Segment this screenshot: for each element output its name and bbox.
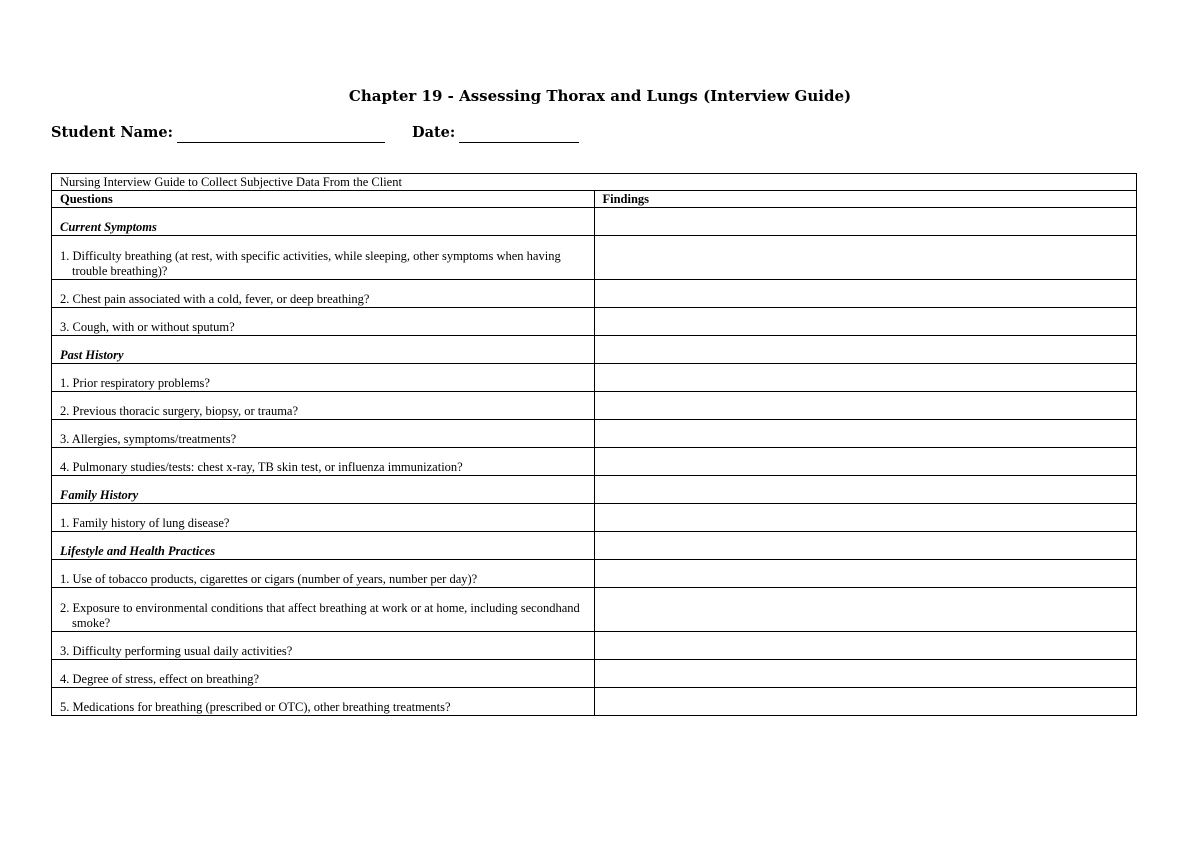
section-heading: Family History bbox=[52, 476, 595, 504]
table-caption-row bbox=[52, 174, 1137, 191]
table-row bbox=[52, 392, 1137, 420]
question-cell bbox=[52, 560, 595, 588]
question-cell bbox=[52, 236, 595, 280]
question-cell bbox=[52, 364, 595, 392]
question-cell bbox=[52, 660, 595, 688]
section-row-current-symptoms bbox=[52, 208, 1137, 236]
section-heading: Lifestyle and Health Practices bbox=[52, 532, 595, 560]
findings-cell[interactable] bbox=[594, 280, 1137, 308]
question-text: 3. Allergies, symptoms/treatments? bbox=[60, 432, 237, 446]
table-header-row bbox=[52, 191, 1137, 208]
findings-cell[interactable] bbox=[594, 208, 1137, 236]
question-text: 3. Cough, with or without sputum? bbox=[60, 320, 235, 334]
question-cell bbox=[52, 504, 595, 532]
findings-cell[interactable] bbox=[594, 420, 1137, 448]
findings-cell[interactable] bbox=[594, 336, 1137, 364]
table-caption: Nursing Interview Guide to Collect Subjective Data From the Client bbox=[52, 174, 1137, 191]
question-text: 5. Medications for breathing (prescribed or OTC), other breathing treatments? bbox=[60, 700, 451, 714]
table-row bbox=[52, 364, 1137, 392]
table-row bbox=[52, 588, 1137, 632]
question-cell bbox=[52, 588, 595, 632]
table-row bbox=[52, 504, 1137, 532]
table-row bbox=[52, 308, 1137, 336]
findings-cell[interactable] bbox=[594, 660, 1137, 688]
question-cell bbox=[52, 280, 595, 308]
table-row bbox=[52, 448, 1137, 476]
findings-cell[interactable] bbox=[594, 476, 1137, 504]
findings-cell[interactable] bbox=[594, 448, 1137, 476]
question-text: 2. Previous thoracic surgery, biopsy, or trauma? bbox=[60, 404, 299, 418]
findings-cell[interactable] bbox=[594, 504, 1137, 532]
section-row-family-history bbox=[52, 476, 1137, 504]
findings-cell[interactable] bbox=[594, 392, 1137, 420]
question-text: 1. Difficulty breathing (at rest, with specific activities, while sleeping, other symptoms when having trouble breathing)? bbox=[60, 249, 561, 278]
section-row-past-history bbox=[52, 336, 1137, 364]
question-text: 3. Difficulty performing usual daily activities? bbox=[60, 644, 293, 658]
findings-cell[interactable] bbox=[594, 588, 1137, 632]
question-text: 4. Pulmonary studies/tests: chest x-ray, TB skin test, or influenza immunization? bbox=[60, 460, 463, 474]
column-header-findings: Findings bbox=[594, 191, 1137, 208]
findings-cell[interactable] bbox=[594, 364, 1137, 392]
section-heading: Current Symptoms bbox=[52, 208, 595, 236]
page-title: Chapter 19 - Assessing Thorax and Lungs (Interview Guide) bbox=[348, 87, 852, 105]
question-text: 2. Chest pain associated with a cold, fever, or deep breathing? bbox=[60, 292, 370, 306]
question-cell bbox=[52, 308, 595, 336]
question-cell bbox=[52, 448, 595, 476]
findings-cell[interactable] bbox=[594, 560, 1137, 588]
table-row bbox=[52, 280, 1137, 308]
question-text: 1. Prior respiratory problems? bbox=[60, 376, 210, 390]
question-cell bbox=[52, 392, 595, 420]
date-label: Date: bbox=[412, 124, 456, 141]
student-name-field[interactable] bbox=[177, 124, 385, 143]
question-cell bbox=[52, 420, 595, 448]
table-row bbox=[52, 560, 1137, 588]
column-header-questions: Questions bbox=[52, 191, 595, 208]
table-row bbox=[52, 632, 1137, 660]
table-row bbox=[52, 688, 1137, 716]
table-row bbox=[52, 236, 1137, 280]
header-fields bbox=[51, 123, 579, 145]
table-row bbox=[52, 420, 1137, 448]
findings-cell[interactable] bbox=[594, 688, 1137, 716]
question-text: 4. Degree of stress, effect on breathing? bbox=[60, 672, 259, 686]
table-row bbox=[52, 660, 1137, 688]
section-row-lifestyle-health-practices bbox=[52, 532, 1137, 560]
question-text: 1. Use of tobacco products, cigarettes or cigars (number of years, number per day)? bbox=[60, 572, 478, 586]
section-heading: Past History bbox=[52, 336, 595, 364]
findings-cell[interactable] bbox=[594, 632, 1137, 660]
findings-cell[interactable] bbox=[594, 308, 1137, 336]
question-cell bbox=[52, 688, 595, 716]
student-name-label: Student Name: bbox=[51, 124, 173, 141]
findings-cell[interactable] bbox=[594, 532, 1137, 560]
question-cell bbox=[52, 632, 595, 660]
findings-cell[interactable] bbox=[594, 236, 1137, 280]
question-text: 2. Exposure to environmental conditions that affect breathing at work or at home, including secondhand smoke? bbox=[60, 601, 580, 630]
question-text: 1. Family history of lung disease? bbox=[60, 516, 230, 530]
date-field[interactable] bbox=[459, 124, 579, 143]
interview-guide-table bbox=[51, 173, 1137, 716]
